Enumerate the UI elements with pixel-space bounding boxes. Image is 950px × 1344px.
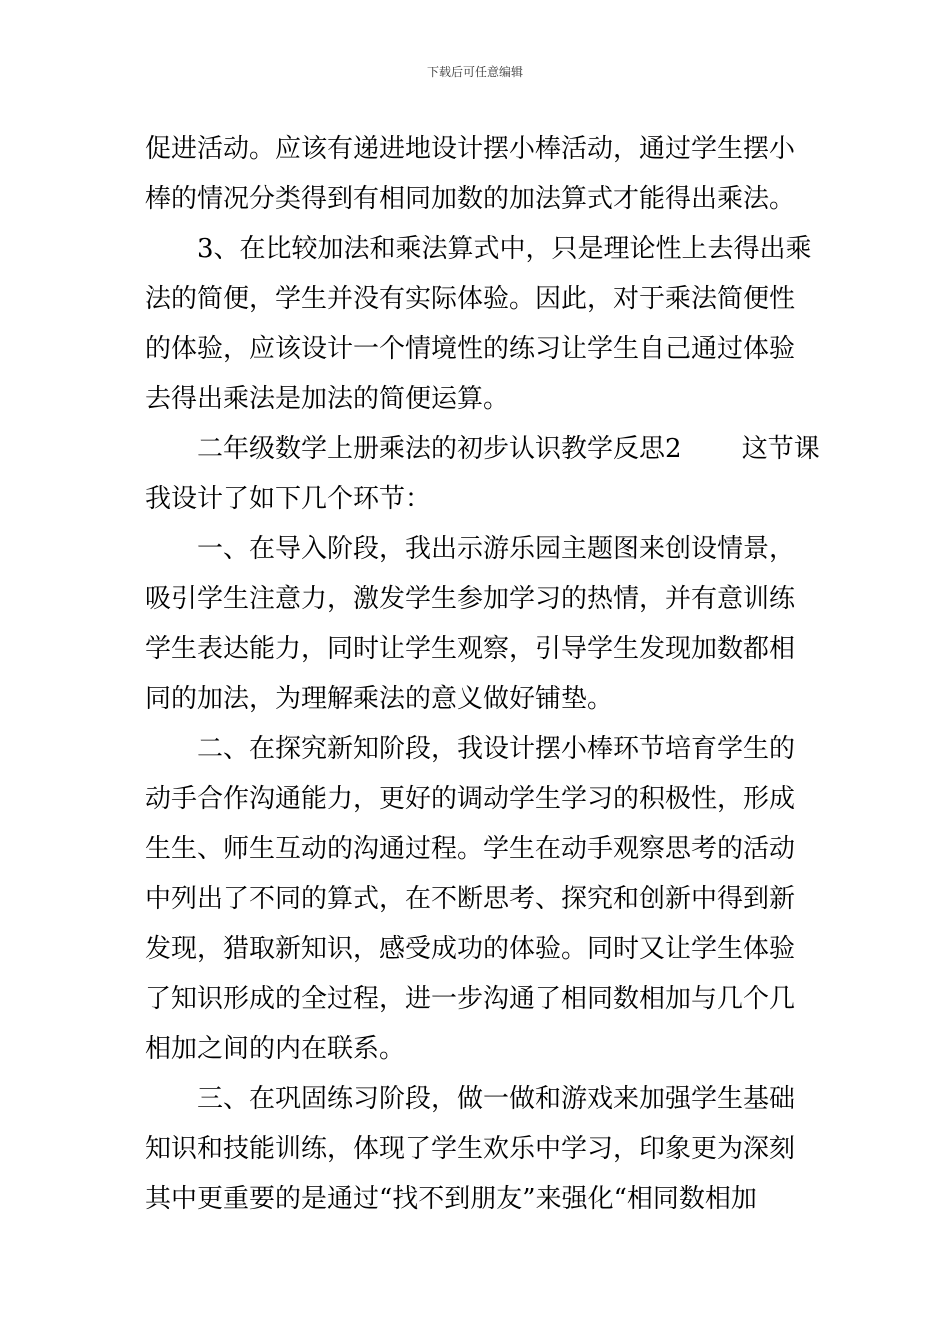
body-line: 学生表达能力，同时让学生观察，引导学生发现加数都相 xyxy=(145,634,796,664)
body-line: 3、在比较加法和乘法算式中，只是理论性上去得出乘 xyxy=(145,234,812,264)
body-line: 相加之间的内在联系。 xyxy=(145,1034,406,1064)
body-line: 其中更重要的是通过“找不到朋友”来强化“相同数相加 xyxy=(145,1184,757,1214)
body-line: 的体验，应该设计一个情境性的练习让学生自己通过体验 xyxy=(145,334,796,364)
body-line: 二、在探究新知阶段，我设计摆小棒环节培育学生的 xyxy=(145,734,796,764)
body-line: 去得出乘法是加法的简便运算。 xyxy=(145,384,510,414)
body-line: 棒的情况分类得到有相同加数的加法算式才能得出乘法。 xyxy=(145,184,796,214)
body-line: 二年级数学上册乘法的初步认识教学反思2 这节课 xyxy=(145,434,820,464)
body-line: 吸引学生注意力，激发学生参加学习的热情，并有意训练 xyxy=(145,584,796,614)
body-line: 知识和技能训练，体现了学生欢乐中学习，印象更为深刻 xyxy=(145,1134,796,1164)
body-line: 我设计了如下几个环节： xyxy=(145,484,432,514)
body-line: 生生、师生互动的沟通过程。学生在动手观察思考的活动 xyxy=(145,834,796,864)
body-line: 动手合作沟通能力，更好的调动学生学习的积极性，形成 xyxy=(145,784,796,814)
body-line: 同的加法，为理解乘法的意义做好铺垫。 xyxy=(145,684,614,714)
body-line: 了知识形成的全过程，进一步沟通了相同数相加与几个几 xyxy=(145,984,796,1014)
page-header: 下载后可任意编辑 xyxy=(426,65,523,79)
body-line: 中列出了不同的算式，在不断思考、探究和创新中得到新 xyxy=(145,884,796,914)
body-line: 一、在导入阶段，我出示游乐园主题图来创设情景， xyxy=(145,534,796,564)
body-line: 法的简便，学生并没有实际体验。因此，对于乘法简便性 xyxy=(145,284,796,314)
body-line: 促进活动。应该有递进地设计摆小棒活动，通过学生摆小 xyxy=(145,134,796,164)
body-line: 发现，猎取新知识，感受成功的体验。同时又让学生体验 xyxy=(145,934,796,964)
body-line: 三、在巩固练习阶段，做一做和游戏来加强学生基础 xyxy=(145,1084,796,1114)
